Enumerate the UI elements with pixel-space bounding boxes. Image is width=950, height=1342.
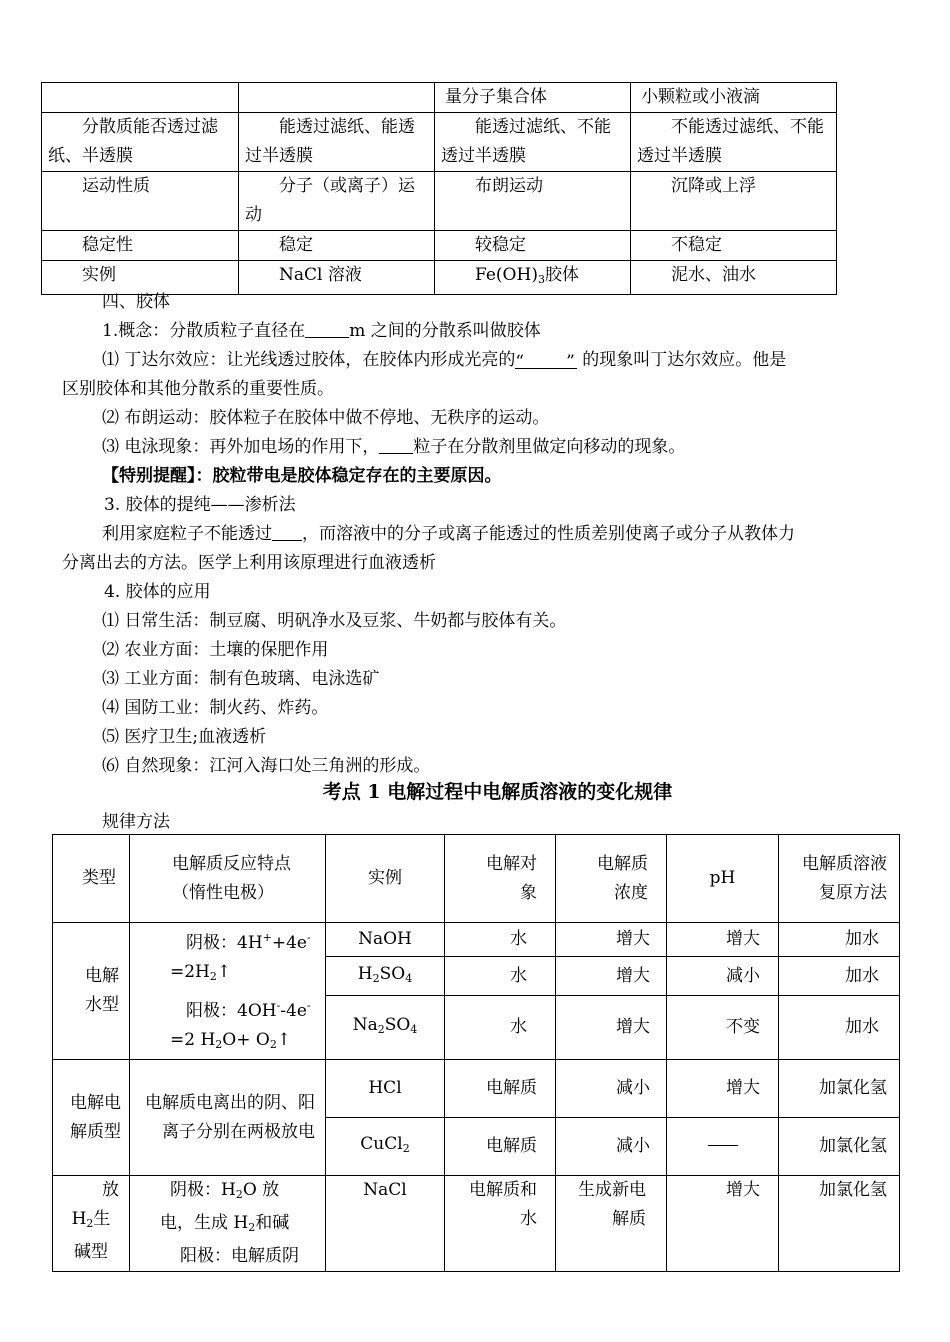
table-cell: 小颗粒或小液滴: [631, 83, 837, 113]
concentration-cell: 增大: [556, 957, 667, 996]
table-cell: NaCl 溶液: [239, 261, 435, 295]
restore-cell: [779, 1060, 900, 1118]
formula-text: =2 H: [170, 1030, 216, 1050]
object-cell: [445, 1060, 556, 1118]
table-row: [53, 1176, 900, 1272]
quote-mark: “: [515, 352, 525, 372]
example-cell: NaCl: [326, 1176, 445, 1272]
table-header-row: [53, 835, 900, 923]
blank-underline: [515, 348, 576, 372]
blank-underline: [272, 520, 302, 541]
formula-subscript: 4: [410, 1023, 418, 1037]
restore-cell: 加水: [779, 957, 900, 996]
header-text: 类型: [82, 868, 116, 888]
formula-text: 和碱: [255, 1213, 290, 1233]
table-cell: 不能透过滤纸、不能透过半透膜: [631, 113, 837, 172]
purify-line: [102, 520, 795, 549]
formula-text: 生: [93, 1209, 111, 1229]
table-row: [42, 231, 837, 261]
concentration-cell: 减小: [556, 1118, 667, 1176]
formula-text: H: [71, 1209, 87, 1229]
table-cell: [42, 83, 239, 113]
header-restore: [779, 835, 900, 923]
header-text: 电解质溶液复原方法: [802, 853, 887, 903]
cell-text: [57, 1205, 125, 1238]
formula-text: O 放: [242, 1180, 280, 1200]
brownian-line: ⑵ 布朗运动：胶体粒子在胶体中做不停地、无秩序的运动。: [102, 408, 550, 428]
list-item: ⑵ 农业方面：土壤的保肥作用: [102, 640, 329, 660]
formula-text: 阴极：4H: [186, 933, 263, 953]
example-cell: NaOH: [326, 923, 445, 957]
object-cell: [445, 1118, 556, 1176]
table-cell: [239, 83, 435, 113]
table-row: [42, 172, 837, 231]
formula-subscript: 2: [372, 971, 380, 985]
table-cell: 运动性质: [42, 172, 239, 231]
table-row: [42, 83, 837, 113]
list-item: ⑶ 工业方面：制有色玻璃、电泳选矿: [102, 669, 380, 689]
formula-text: CuCl: [360, 1134, 403, 1154]
table-cell: 较稳定: [435, 231, 631, 261]
table-cell: 稳定性: [42, 231, 239, 261]
feature-cell: [130, 923, 326, 1060]
cell-text: 加氯化氢: [819, 1078, 887, 1098]
apps-title: 4. 胶体的应用: [104, 582, 211, 602]
dispersion-comparison-table: [41, 82, 837, 295]
formula-subscript: 4: [405, 971, 413, 985]
header-text: 电解质反应特点（惰性电极）: [172, 853, 291, 903]
cell-text: 电解水型: [85, 966, 119, 1015]
cell-text: 加氯化氢: [819, 1180, 887, 1200]
concentration-cell: 增大: [556, 923, 667, 957]
cell-text: 阳极：电解质阴: [180, 1246, 299, 1266]
formula-text: SO: [384, 1015, 411, 1036]
ph-cell: [667, 1118, 779, 1176]
dash-mark: [708, 1145, 738, 1146]
cell-text: 电解质电离出的阴、阳离子分别在两极放电: [145, 1092, 315, 1142]
list-item: ⑹ 自然现象：江河入海口处三角洲的形成。: [102, 756, 431, 776]
table-cell: 量分子集合体: [435, 83, 631, 113]
table-cell: 稳定: [239, 231, 435, 261]
cell-text: 放: [102, 1180, 119, 1200]
formula-subscript: 2: [269, 1038, 277, 1051]
tyndall-line: [102, 346, 786, 375]
formula-text: H: [357, 963, 373, 984]
cell-text: 生成新电解质: [578, 1180, 646, 1229]
ph-cell: 增大: [667, 923, 779, 957]
restore-cell: 加水: [779, 996, 900, 1060]
ph-cell: 减小: [667, 957, 779, 996]
cell-text: 电解质和水: [469, 1180, 537, 1229]
table-cell: 分子（或离子）运动: [239, 172, 435, 231]
formula-subscript: 2: [209, 970, 217, 983]
formula-text: O+ O: [222, 1030, 270, 1050]
list-item: ⑷ 国防工业：制火药、炸药。: [102, 698, 329, 718]
line-text: 1.概念：分散质粒子直径在: [102, 321, 306, 341]
example-cell: HCl: [326, 1060, 445, 1118]
formula-text: +4e: [271, 933, 307, 953]
tyndall-line-cont: 区别胶体和其他分散系的重要性质。: [62, 379, 334, 399]
table-cell: [435, 261, 631, 295]
line-text: 的现象叫丁达尔效应。他是: [576, 350, 787, 370]
example-cell: [326, 996, 445, 1060]
section-title: 四、胶体: [102, 292, 170, 312]
purify-line-cont: 分离出去的方法。医学上利用该原理进行血液透析: [62, 553, 436, 573]
feature-cell: [130, 1176, 326, 1272]
formula-text: 阴极：H: [170, 1180, 236, 1200]
header-concentration: [556, 835, 667, 923]
line-text: ⑴ 丁达尔效应：让光线透过胶体，在胶体内形成光亮的: [102, 350, 516, 370]
formula-superscript: -: [307, 931, 311, 944]
formula-text: Na: [352, 1015, 378, 1036]
electrophoresis-line: [102, 433, 685, 462]
arrow-up-icon: ↑: [276, 1030, 292, 1050]
formula-subscript: 2: [402, 1142, 410, 1155]
formula-subscript: 2: [248, 1221, 256, 1234]
anode-reaction: [134, 991, 321, 1026]
formula-subscript: 2: [235, 1188, 243, 1201]
header-text: 电解对象: [486, 853, 537, 903]
cell-text: 电解质: [486, 1136, 537, 1156]
formula-superscript: -: [306, 999, 311, 1012]
type-cell: [53, 1176, 130, 1272]
example-cell: [326, 957, 445, 996]
table-cell: 能透过滤纸、能透过半透膜: [239, 113, 435, 172]
special-reminder: 【特别提醒】：胶粒带电是胶体稳定存在的主要原因。: [102, 466, 502, 486]
formula-text: 电，生成 H: [160, 1213, 249, 1233]
concept-line: [102, 317, 541, 346]
object-cell: [445, 1176, 556, 1272]
line-text: ⑶ 电泳现象：再外加电场的作用下，: [102, 437, 380, 457]
concentration-cell: 增大: [556, 996, 667, 1060]
line-text: ，而溶液中的分子或离子能透过的性质差别使离子或分子从教体力: [302, 524, 795, 544]
object-cell: 水: [445, 957, 556, 996]
header-example: 实例: [326, 835, 445, 923]
table-cell: 泥水、油水: [631, 261, 837, 295]
header-feature: [130, 835, 326, 923]
line-text: m 之间的分散系叫做胶体: [349, 321, 541, 341]
formula-text: SO: [379, 963, 406, 984]
concentration-cell: [556, 1176, 667, 1272]
quote-mark: ”: [566, 352, 575, 372]
table-cell: 沉降或上浮: [631, 172, 837, 231]
blank-underline: [379, 433, 413, 454]
restore-cell: [779, 1176, 900, 1272]
formula-subscript: 3: [537, 273, 545, 286]
cell-text: [134, 1176, 321, 1209]
table-cell: 布朗运动: [435, 172, 631, 231]
ph-cell: 增大: [667, 1060, 779, 1118]
header-text: 电解质浓度: [597, 853, 648, 903]
line-text: 利用家庭粒子不能透过: [102, 524, 272, 544]
formula-text: -4e: [280, 1001, 307, 1021]
formula-subscript: 2: [377, 1023, 385, 1037]
table-row: [53, 923, 900, 957]
formula-subscript: 2: [86, 1217, 94, 1230]
purify-title: 3. 胶体的提纯——渗析法: [104, 495, 296, 515]
cathode-reaction-cont: [134, 958, 321, 991]
cell-text: 电解质: [486, 1078, 537, 1098]
cell-text: 胶体: [544, 265, 579, 285]
type-cell: [53, 1060, 130, 1176]
restore-cell: [779, 1118, 900, 1176]
cell-text: 碱型: [74, 1242, 108, 1262]
kaodian-title: 考点 1 电解过程中电解质溶液的变化规律: [322, 781, 673, 803]
header-ph: pH: [667, 835, 779, 923]
object-cell: 水: [445, 996, 556, 1060]
cell-text: [134, 1209, 321, 1242]
table-row: [42, 113, 837, 172]
header-type: [53, 835, 130, 923]
line-text: 粒子在分散剂里做定向移动的现象。: [413, 437, 686, 457]
method-label: 规律方法: [102, 812, 170, 832]
list-item: ⑴ 日常生活：制豆腐、明矾净水及豆浆、牛奶都与胶体有关。: [102, 611, 567, 631]
formula-text: Fe(OH): [475, 265, 538, 285]
table-cell: 分散质能否透过滤纸、半透膜: [42, 113, 239, 172]
formula-superscript: +: [262, 931, 272, 944]
cell-text: 电解电解质型: [70, 1092, 121, 1142]
cell-text: 加氯化氢: [819, 1136, 887, 1156]
anode-reaction-cont: [134, 1026, 321, 1059]
concentration-cell: 减小: [556, 1060, 667, 1118]
ph-cell: 增大: [667, 1176, 779, 1272]
formula-text: 阳极：4OH: [186, 1001, 277, 1021]
table-cell: 实例: [42, 261, 239, 295]
blank-underline: [305, 317, 349, 338]
example-cell: [326, 1118, 445, 1176]
table-cell: 不稳定: [631, 231, 837, 261]
arrow-up-icon: ↑: [216, 962, 232, 982]
formula-superscript: -: [276, 999, 281, 1012]
type-cell: [53, 923, 130, 1060]
formula-text: =2H: [170, 962, 210, 982]
restore-cell: 加水: [779, 923, 900, 957]
object-cell: 水: [445, 923, 556, 957]
list-item: ⑸ 医疗卫生;血液透析: [102, 727, 267, 747]
ph-cell: 不变: [667, 996, 779, 1060]
table-cell: 能透过滤纸、不能透过半透膜: [435, 113, 631, 172]
table-row: [53, 1060, 900, 1118]
feature-cell: [130, 1060, 326, 1176]
header-object: [445, 835, 556, 923]
electrolysis-table: [52, 834, 900, 1272]
formula-subscript: 2: [215, 1038, 223, 1051]
cathode-reaction: [134, 923, 321, 958]
